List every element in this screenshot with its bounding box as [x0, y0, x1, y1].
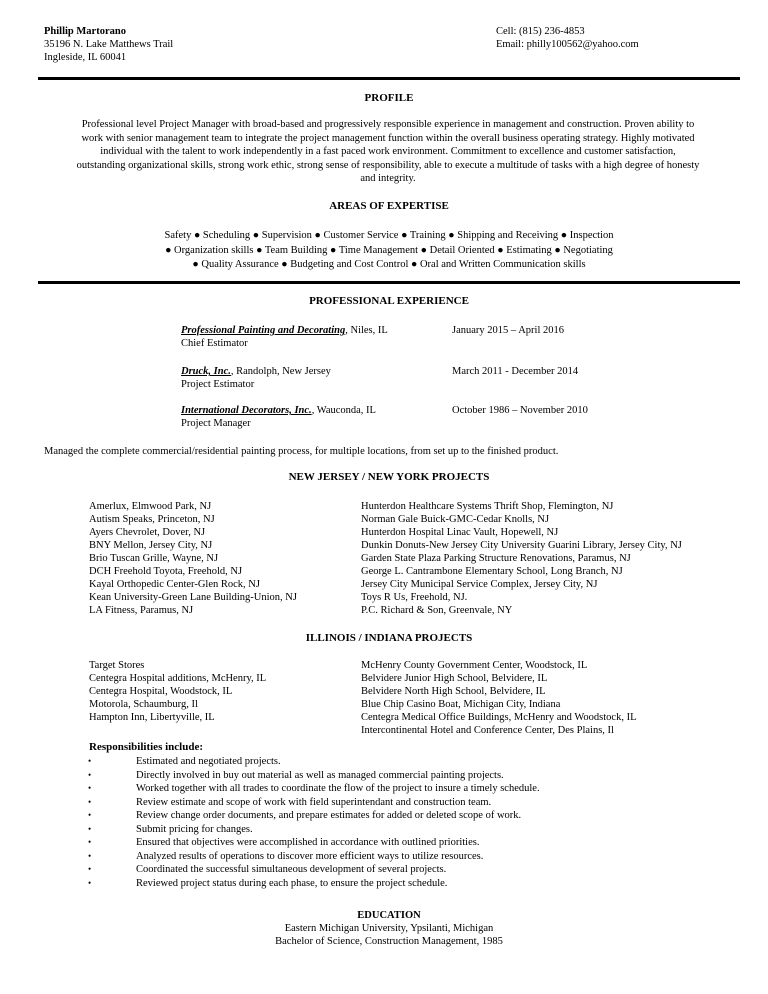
- nj-projects-right: [361, 500, 682, 617]
- project-item: Amerlux, Elmwood Park, NJ: [89, 501, 212, 512]
- job-entry: [181, 365, 331, 391]
- bullet-icon: •: [88, 837, 92, 847]
- list-item-text: Worked together with all trades to coordinate the flow of the project to insure a timely schedule.: [136, 783, 540, 794]
- job-dates: October 1986 – November 2010: [452, 405, 588, 416]
- list-item-text: Directly involved in buy out material as well as managed commercial painting projects.: [136, 769, 504, 781]
- header-divider: [38, 77, 740, 80]
- list-item-text: Review change order documents, and prepare estimates for added or deleted scope of work.: [136, 810, 522, 821]
- profile-text: [44, 118, 732, 186]
- il-projects-heading: ILLINOIS / INDIANA PROJECTS: [305, 632, 473, 644]
- project-item: Centegra Hospital, Woodstock, IL: [89, 686, 233, 697]
- job-title: Project Estimator: [181, 379, 255, 390]
- list-item-text: Estimated and negotiated projects.: [136, 756, 281, 767]
- project-item: Centegra Hospital additions, McHenry, IL: [89, 673, 267, 684]
- company-location: , Niles, IL: [345, 325, 388, 336]
- company-name: Druck, Inc.: [181, 366, 231, 377]
- project-item: Toys R Us, Freehold, NJ.: [361, 592, 468, 603]
- il-projects-right: [361, 659, 637, 737]
- project-item: Motorola, Schaumburg, Il: [89, 699, 198, 710]
- list-item-text: Ensured that objectives were accomplished in accordance with outlined priorities.: [136, 837, 480, 848]
- expertise-list: [38, 229, 740, 273]
- project-item: Garden State Plaza Parking Structure Renovations, Paramus, NJ: [361, 553, 631, 564]
- list-item-text: Submit pricing for changes.: [136, 823, 253, 835]
- project-item: Hampton Inn, Libertyville, IL: [89, 712, 215, 723]
- candidate-name: Phillip Martorano: [44, 26, 126, 37]
- job-entry: [181, 324, 388, 350]
- company-location: , Wauconda, IL: [311, 405, 376, 416]
- project-item: Centegra Medical Office Buildings, McHenry and Woodstock, IL: [361, 712, 637, 723]
- bullet-icon: •: [88, 850, 92, 861]
- project-item: Belvidere Junior High School, Belvidere, IL: [361, 673, 548, 684]
- project-item: George L. Cantrambone Elementary School, Long Branch, NJ: [361, 566, 623, 577]
- expertise-line: Safety ● Scheduling ● Supervision ● Customer Service ● Training ● Shipping and Receiving ● Inspection: [164, 230, 614, 241]
- company-name: International Decorators, Inc.: [181, 405, 312, 416]
- project-item: LA Fitness, Paramus, NJ: [89, 605, 194, 616]
- nj-projects-heading: NEW JERSEY / NEW YORK PROJECTS: [288, 471, 490, 483]
- city-address: Ingleside, IL 60041: [44, 52, 127, 63]
- bullet-icon: •: [88, 769, 92, 780]
- project-item: P.C. Richard & Son, Greenvale, NY: [361, 605, 513, 616]
- project-item: Intercontinental Hotel and Conference Center, Des Plains, Il: [361, 725, 614, 736]
- list-item-text: Reviewed project status during each phase, to ensure the project schedule.: [136, 877, 448, 889]
- project-item: Brio Tuscan Grille, Wayne, NJ: [89, 553, 219, 564]
- profile-line: outstanding organizational skills, strong work ethic, strong sense of responsibility, able to execute a multitude of tasks with a high degree of honesty: [76, 159, 700, 171]
- bullet-icon: •: [88, 756, 92, 766]
- project-item: DCH Freehold Toyota, Freehold, NJ: [89, 566, 243, 577]
- bullet-icon: •: [88, 810, 92, 820]
- job-dates: January 2015 – April 2016: [452, 325, 564, 336]
- responsibilities-heading: Responsibilities include:: [89, 741, 203, 753]
- list-item-text: Review estimate and scope of work with field superintendant and construction team.: [136, 796, 492, 808]
- job-entry: [181, 404, 376, 430]
- profile-heading: PROFILE: [364, 92, 414, 104]
- project-item: Ayers Chevrolet, Dover, NJ: [89, 527, 206, 538]
- bullet-icon: •: [88, 796, 92, 807]
- expertise-line: ● Quality Assurance ● Budgeting and Cost Control ● Oral and Written Communication skills: [192, 259, 586, 270]
- cell-phone: Cell: (815) 236-4853: [496, 26, 585, 37]
- project-item: Blue Chip Casino Boat, Michigan City, Indiana: [361, 699, 561, 710]
- company-name: Professional Painting and Decorating: [181, 325, 346, 336]
- expertise-divider: [38, 281, 740, 284]
- profile-line: individual with the talent to work independently in a fast paced work environment. Commitment to excellence and customer satisfaction,: [100, 146, 676, 158]
- education-degree: Bachelor of Science, Construction Management, 1985: [275, 936, 503, 947]
- expertise-heading: AREAS OF EXPERTISE: [329, 200, 449, 212]
- nj-projects-left: [89, 500, 297, 617]
- education-heading: EDUCATION: [357, 910, 421, 921]
- project-item: Hunterdon Healthcare Systems Thrift Shop, Flemington, NJ: [361, 501, 614, 512]
- education-school: Eastern Michigan University, Ypsilanti, Michigan: [284, 923, 494, 934]
- il-projects-left: [89, 659, 266, 724]
- experience-heading: PROFESSIONAL EXPERIENCE: [309, 295, 469, 307]
- street-address: 35196 N. Lake Matthews Trail: [44, 39, 174, 50]
- email-address: Email: philly100562@yahoo.com: [496, 39, 639, 50]
- project-item: Kayal Orthopedic Center-Glen Rock, NJ: [89, 579, 260, 590]
- project-item: Autism Speaks, Princeton, NJ: [89, 514, 215, 525]
- expertise-line: ● Organization skills ● Team Building ● Time Management ● Detail Oriented ● Estimating ● Negotiating: [165, 244, 613, 256]
- project-item: BNY Mellon, Jersey City, NJ: [89, 540, 213, 551]
- list-item-text: Coordinated the successful simultaneous development of several projects.: [136, 864, 447, 875]
- job-dates: March 2011 - December 2014: [452, 366, 579, 377]
- bullet-icon: •: [88, 864, 92, 874]
- project-item: Norman Gale Buick-GMC-Cedar Knolls, NJ: [361, 514, 550, 525]
- list-item-text: Analyzed results of operations to discover more efficient ways to utilize resources.: [136, 850, 484, 862]
- job-title: Project Manager: [181, 418, 251, 429]
- job-title: Chief Estimator: [181, 338, 248, 349]
- company-location: , Randolph, New Jersey: [230, 366, 331, 377]
- project-item: Belvidere North High School, Belvidere, IL: [361, 686, 546, 697]
- profile-line: work with senior management team to integrate the project management function within the overall business operating strategy. Highly motivated: [81, 132, 695, 144]
- project-item: Hunterdon Hospital Linac Vault, Hopewell, NJ: [361, 527, 559, 538]
- project-item: McHenry County Government Center, Woodstock, IL: [361, 660, 588, 671]
- project-item: Dunkin Donuts-New Jersey City University Guarini Library, Jersey City, NJ: [361, 540, 682, 551]
- experience-summary: Managed the complete commercial/residential painting process, for multiple locations, from set up to the finished product.: [44, 446, 559, 457]
- project-item: Target Stores: [89, 660, 145, 671]
- bullet-icon: •: [88, 877, 92, 888]
- project-item: Kean University-Green Lane Building-Union, NJ: [89, 592, 297, 603]
- project-item: Jersey City Municipal Service Complex, Jersey City, NJ: [361, 579, 598, 590]
- profile-line: Professional level Project Manager with broad-based and progressively responsible experience in management and construction. Proven ability to: [81, 119, 695, 130]
- profile-line: and integrity.: [360, 173, 416, 185]
- bullet-icon: •: [88, 823, 92, 834]
- bullet-icon: •: [88, 783, 92, 793]
